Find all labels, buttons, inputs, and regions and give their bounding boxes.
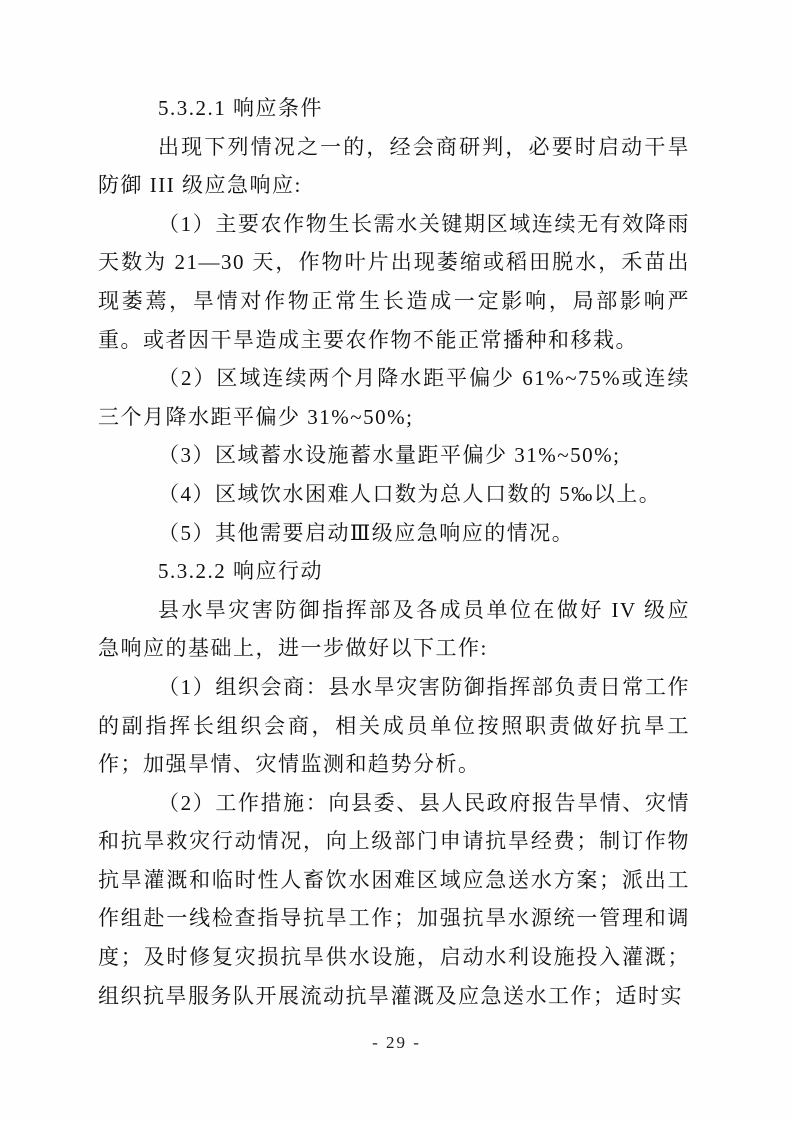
- body-paragraph-condition-3: （3）区域蓄水设施蓄水量距平偏少 31%~50%;: [158, 443, 621, 468]
- section-heading-response-actions: 5.3.2.2 响应行动: [158, 559, 323, 584]
- body-paragraph-condition-4: （4）区域饮水困难人口数为总人口数的 5‰以上。: [158, 481, 662, 506]
- document-body: [98, 89, 690, 1015]
- section-heading-response-conditions: 5.3.2.1 响应条件: [158, 96, 323, 120]
- body-paragraph-condition-1: （1）主要农作物生长需水关键期区域连续无有效降雨天数为 21—30 天，作物叶片出现萎缩或稻田脱水，禾苗出现萎蔫，旱情对作物正常生长造成一定影响，局部影响严重。或者因干旱造成主要农作物不能正常播种和移栽。: [98, 211, 690, 352]
- body-paragraph-condition-5: （5）其他需要启动Ⅲ级应急响应的情况。: [158, 520, 575, 545]
- page-number: - 29 -: [372, 1033, 421, 1052]
- body-paragraph-action-1: （1）组织会商：县水旱灾害防御指挥部负责日常工作的副指挥长组织会商，相关成员单位按照职责做好抗旱工作；加强旱情、灾情监测和趋势分析。: [98, 674, 690, 777]
- body-paragraph-intro: 出现下列情况之一的，经会商研判，必要时启动干旱防御 III 级应急响应:: [98, 134, 690, 198]
- body-paragraph-condition-2: （2）区域连续两个月降水距平偏少 61%~75%或连续三个月降水距平偏少 31%~50%;: [98, 366, 690, 429]
- body-paragraph-actions-intro: 县水旱灾害防御指挥部及各成员单位在做好 IV 级应急响应的基础上，进一步做好以下工作:: [98, 597, 690, 661]
- body-paragraph-action-2: （2）工作措施：向县委、县人民政府报告旱情、灾情和抗旱救灾行动情况，向上级部门申请抗旱经费；制订作物抗旱灌溉和临时性人畜饮水困难区域应急送水方案；派出工作组赴一线检查指导抗旱工作；加强抗旱水源统一管理和调度；及时修复灾损抗旱供水设施，启动水利设施投入灌溉；组织抗旱服务队开展流动抗旱灌溉及应急送水工作；适时实: [98, 790, 690, 1008]
